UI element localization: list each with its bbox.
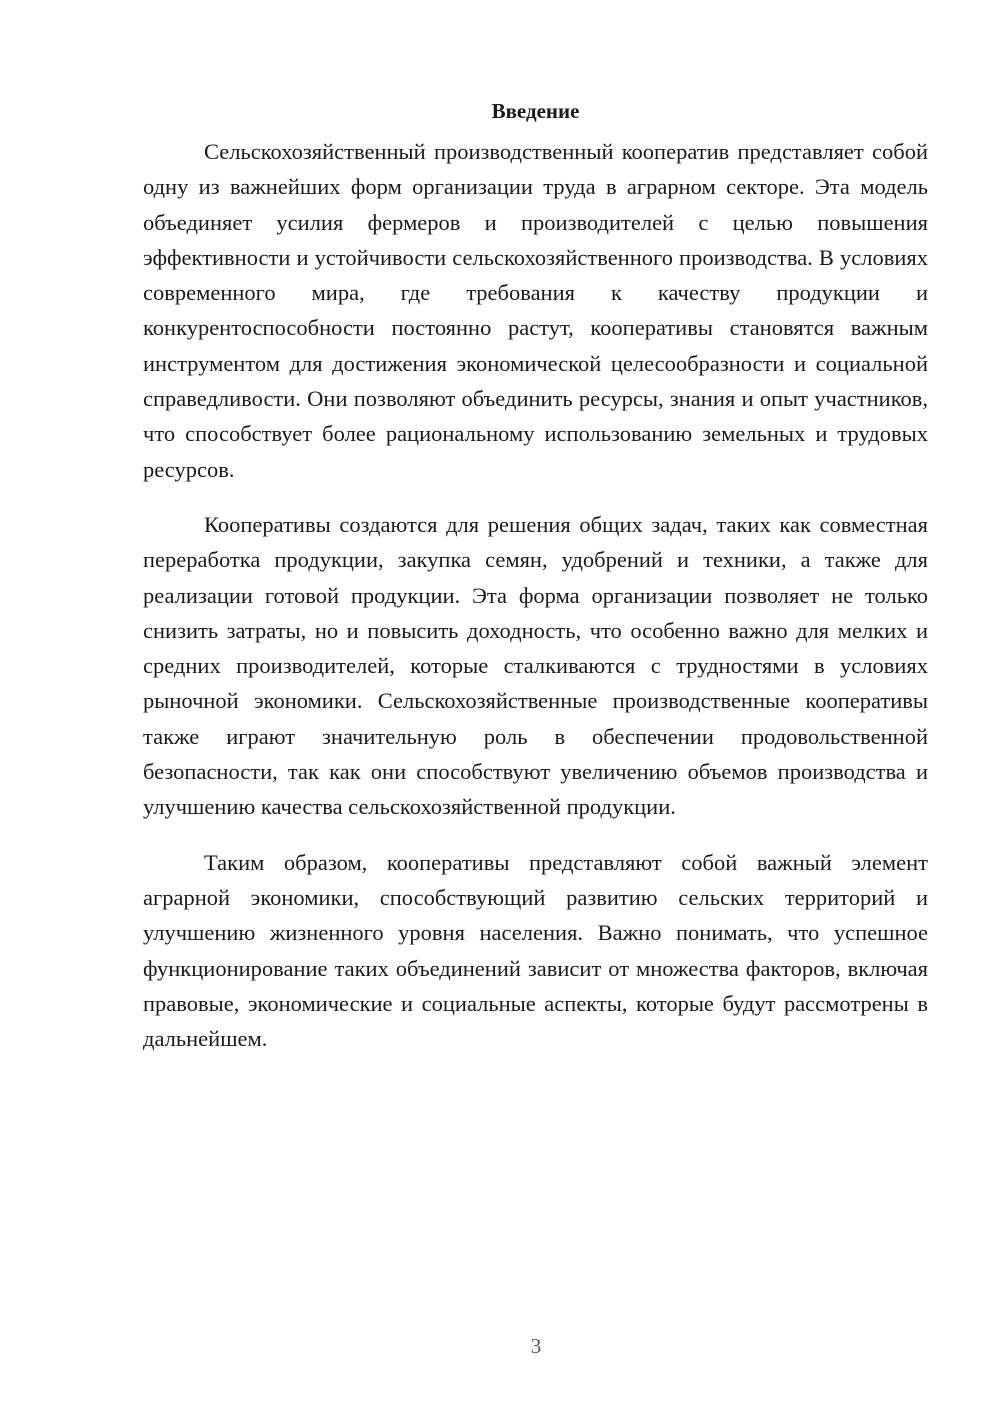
paragraph-2: Кооперативы создаются для решения общих задач, таких как совместная переработка продукции, закупка семян, удобрений и техники, а также для реализации готовой продукции. Эта форма организации позволяет не только снизить затраты, но и повысить доходность, что особенно важно для мелких и средних производителей, которые сталкиваются с трудностями в условиях рыночной экономики. Сельскохозяйственные производственные кооперативы также играют значительную роль в обеспечении продовольственной безопасности, так как они способствуют увеличению объемов производства и улучшению качества сельскохозяйственной продукции. bbox=[143, 511, 928, 820]
paragraph-3: Таким образом, кооперативы представляют собой важный элемент аграрной экономики, способствующий развитию сельских территорий и улучшению жизненного уровня населения. Важно понимать, что успешное функционирование таких объединений зависит от множества факторов, включая правовые, экономические и социальные аспекты, которые будут рассмотрены в дальнейшем. bbox=[143, 849, 928, 1052]
section-title: Введение bbox=[491, 99, 580, 123]
paragraph-1: Сельскохозяйственный производственный кооператив представляет собой одну из важнейших форм организации труда в аграрном секторе. Эта модель объединяет усилия фермеров и производителей с целью повышения эффективности и устойчивости сельскохозяйственного производства. В условиях современного мира, где требования к качеству продукции и конкурентоспособности постоянно растут, кооперативы становятся важным инструментом для достижения экономической целесообразности и социальной справедливости. Они позволяют объединить ресурсы, знания и опыт участников, что способствует более рациональному использованию земельных и трудовых ресурсов. bbox=[143, 139, 928, 482]
page-number: 3 bbox=[530, 1334, 542, 1358]
page-content bbox=[143, 96, 928, 1056]
